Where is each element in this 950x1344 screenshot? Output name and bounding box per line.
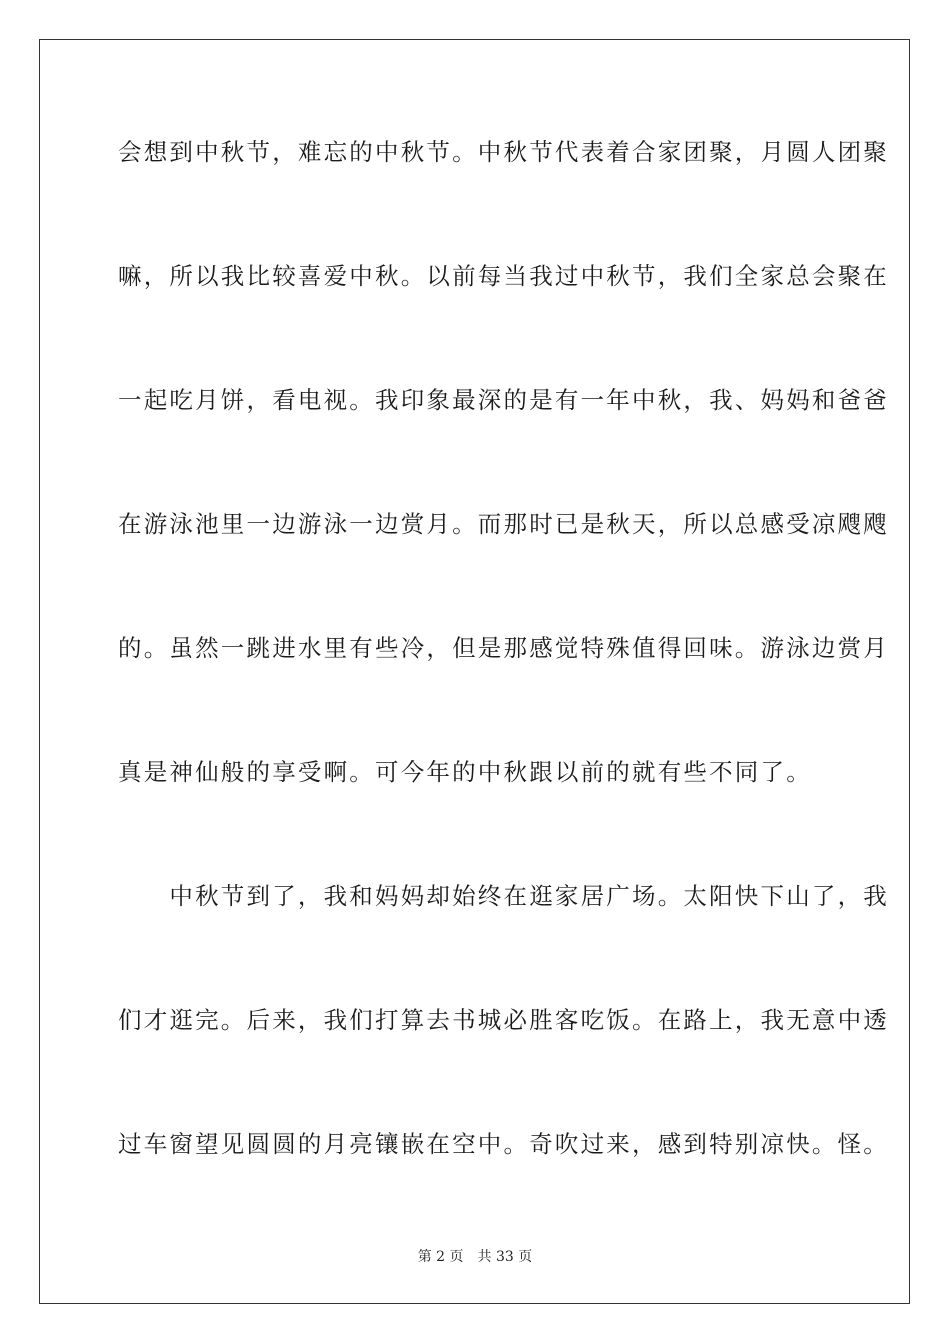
text-line: 过车窗望见圆圆的月亮镶嵌在空中。奇吹过来，感到特别凉快。怪。 (118, 1130, 889, 1158)
text-line: 们才逛完。后来，我们打算去书城必胜客吃饭。在路上，我无意中透 (118, 1006, 889, 1034)
text-line: 在游泳池里一边游泳一边赏月。而那时已是秋天，所以总感受凉飕飕 (118, 510, 889, 538)
page-total: 共 33 页 (477, 1249, 533, 1265)
page-footer (0, 1248, 950, 1266)
page-number: 第 2 页 (417, 1249, 464, 1265)
text-line: 会想到中秋节，难忘的中秋节。中秋节代表着合家团聚，月圆人团聚 (118, 138, 889, 166)
text-line: 一起吃月饼，看电视。我印象最深的是有一年中秋，我、妈妈和爸爸 (118, 386, 889, 414)
text-line: 嘛，所以我比较喜爱中秋。以前每当我过中秋节，我们全家总会聚在 (118, 262, 889, 290)
page-border (39, 39, 910, 1304)
text-line: 真是神仙般的享受啊。可今年的中秋跟以前的就有些不同了。 (118, 758, 812, 786)
text-line: 的。虽然一跳进水里有些冷，但是那感觉特殊值得回味。游泳边赏月 (118, 634, 889, 662)
text-line: 中秋节到了，我和妈妈却始终在逛家居广场。太阳快下山了，我 (118, 882, 889, 910)
